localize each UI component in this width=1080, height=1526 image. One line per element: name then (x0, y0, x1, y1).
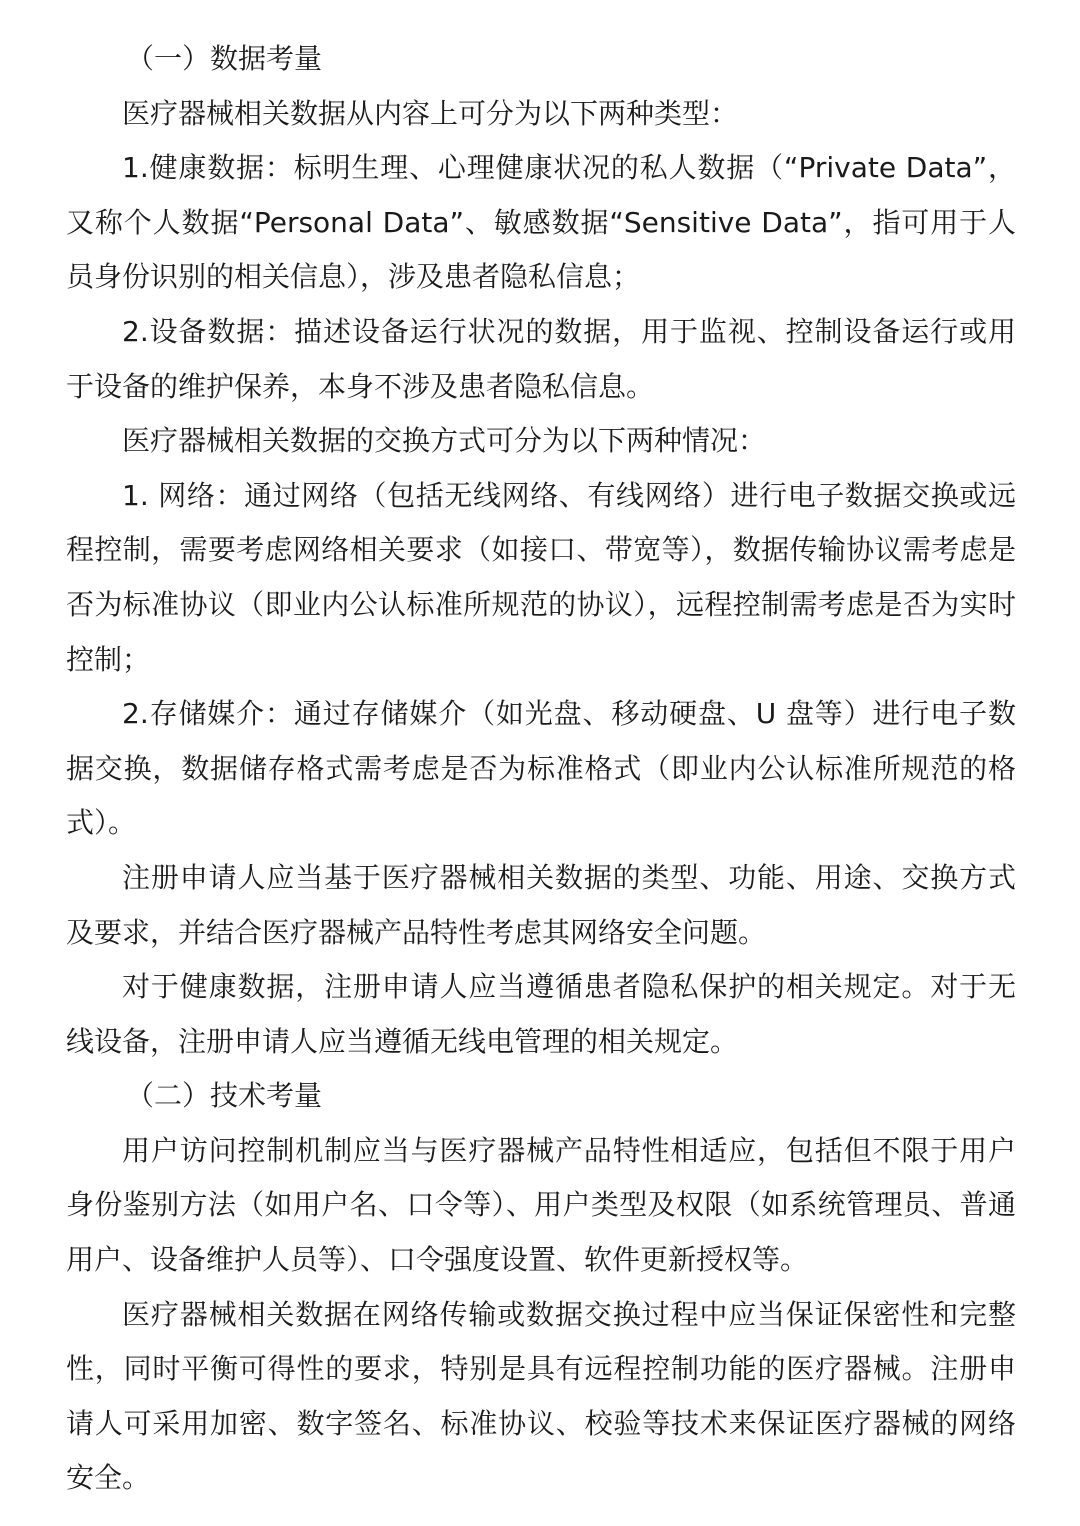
section-heading-data-considerations: （一）数据考量 (126, 42, 323, 75)
paragraph-applicant-considerations: 注册申请人应当基于医疗器械相关数据的类型、功能、用途、交换方式及要求，并结合医疗器械产品特性考虑其网络安全问题。 (66, 860, 1016, 949)
paragraph-health-data: 1.健康数据：标明生理、心理健康状况的私人数据（“Private Data”，又称个人数据“Personal Data”、敏感数据“Sensitive Data”，指可用于人员身份识别的相关信息），涉及患者隐私信息； (66, 151, 1016, 294)
document-body (66, 32, 1016, 1506)
paragraph-storage-media: 2.存储媒介：通过存储媒介（如光盘、移动硬盘、U 盘等）进行电子数据交换，数据储存格式需考虑是否为标准格式（即业内公认标准所规范的格式）。 (66, 697, 1016, 840)
paragraph-exchange-intro: 医疗器械相关数据的交换方式可分为以下两种情况： (122, 424, 767, 458)
section-heading-technical-considerations: （二）技术考量 (126, 1079, 323, 1113)
paragraph-privacy-wireless: 对于健康数据，注册申请人应当遵循患者隐私保护的相关规定。对于无线设备，注册申请人应当遵循无线电管理的相关规定。 (66, 970, 1016, 1058)
paragraph-data-types-intro: 医疗器械相关数据从内容上可分为以下两种类型： (122, 96, 739, 130)
paragraph-confidentiality-integrity: 医疗器械相关数据在网络传输或数据交换过程中应当保证保密性和完整性，同时平衡可得性的要求，特别是具有远程控制功能的医疗器械。注册申请人可采用加密、数字签名、标准协议、校验等技术来保证医疗器械的网络安全。 (66, 1297, 1016, 1495)
paragraph-access-control: 用户访问控制机制应当与医疗器械产品特性相适应，包括但不限于用户身份鉴别方法（如用户名、口令等）、用户类型及权限（如系统管理员、普通用户、设备维护人员等）、口令强度设置、软件更新授权等。 (66, 1133, 1016, 1277)
paragraph-network-exchange: 1. 网络：通过网络（包括无线网络、有线网络）进行电子数据交换或远程控制，需要考虑网络相关要求（如接口、带宽等），数据传输协议需考虑是否为标准协议（即业内公认标准所规范的协议），远程控制需考虑是否为实时控制； (66, 478, 1016, 676)
paragraph-device-data: 2.设备数据：描述设备运行状况的数据，用于监视、控制设备运行或用于设备的维护保养，本身不涉及患者隐私信息。 (66, 314, 1016, 403)
